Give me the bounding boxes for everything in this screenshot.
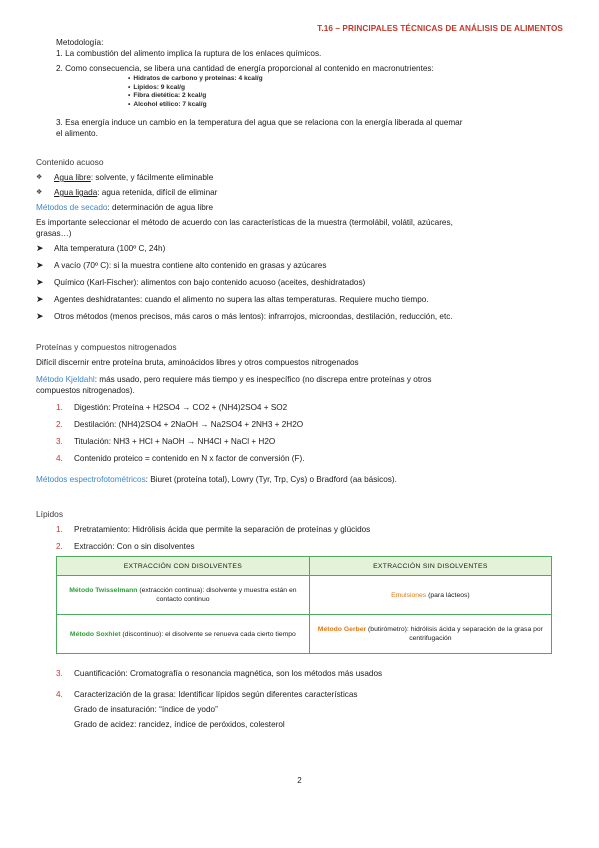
method-term: Emulsiones [391, 591, 427, 599]
step-number: 4. [56, 690, 63, 699]
acuoso-title: Contenido acuoso [36, 157, 104, 167]
acuoso-item [36, 187, 563, 198]
kjeldahl-term: Método Kjeldahl [36, 375, 95, 384]
energy-list [128, 75, 563, 109]
espectro-term: Métodos espectrofotométricos [36, 475, 146, 484]
step-number: 3. [56, 669, 63, 678]
caracterizacion-sub: Grado de insaturación: “índice de yodo” [74, 705, 218, 714]
step-number: 3. [56, 437, 63, 446]
table-header: EXTRACCIÓN SIN DISOLVENTES [309, 557, 551, 576]
table-cell [309, 615, 551, 654]
secado-desc: : determinación de agua libre [107, 203, 214, 212]
energy-item: • Hidratos de carbono y proteínas: 4 kcal/g [128, 75, 563, 84]
espectro-line [36, 474, 563, 485]
method-desc: (para lácteos) [426, 591, 470, 599]
metodologia-item-3-cont: el alimento. [56, 129, 98, 138]
step-number: 4. [56, 454, 63, 463]
metodologia-item-3: 3. Esa energía induce un cambio en la temperatura del agua que se relaciona con la energía liberada al quemar [56, 118, 463, 127]
step-number: 2. [56, 542, 63, 551]
diamond-bullet-icon: ❖ [36, 174, 43, 181]
energy-item: • Fibra dietética: 2 kcal/g [128, 92, 563, 101]
arrow-bullet-icon: ➤ [36, 294, 44, 304]
secado-method [36, 294, 563, 305]
page-header: T.16 – PRINCIPALES TÉCNICAS DE ANÁLISIS DE ALIMENTOS [317, 24, 563, 33]
kjeldahl-steps [36, 402, 563, 464]
method-desc: (extracción continua): disolvente y muestra están en contacto continuo [137, 587, 297, 603]
secado-term: Métodos de secado [36, 203, 108, 212]
metodologia-item-2: 2. Como consecuencia, se libera una cantidad de energía proporcional al contenido en macronutrientes: [56, 64, 434, 73]
step-text: Destilación: (NH4)2SO4 + 2NaOH → Na2SO4 + 2NH3 + 2H2O [74, 420, 304, 429]
kjeldahl-desc: : más usado, pero requiere más tiempo y es inespecífico (no discrepa entre proteínas y otros [94, 375, 432, 384]
table-cell [57, 615, 310, 654]
arrow-bullet-icon: ➤ [36, 243, 44, 253]
caracterizacion-sub: Grado de acidez: rancidez, índice de peróxidos, colesterol [74, 720, 285, 729]
method-desc: (discontinuo): el disolvente se renueva cada cierto tiempo [120, 630, 296, 638]
secado-method-text: Agentes deshidratantes: cuando el alimento no supera las altas temperaturas. Requiere mucho tiempo. [54, 295, 429, 304]
method-term: Método Twisselmann [69, 587, 138, 594]
lipidos-step [56, 668, 563, 679]
step-number: 2. [56, 420, 63, 429]
step-text: Caracterización de la grasa: Identificar lípidos según diferentes características [74, 690, 358, 699]
extraction-table [56, 556, 552, 654]
energy-item: • Lípidos: 9 kcal/g [128, 84, 563, 93]
secado-method-text: A vacío (70º C): si la muestra contiene alto contenido en grasas y azúcares [54, 261, 327, 270]
agua-libre-desc: : solvente, y fácilmente eliminable [90, 173, 214, 182]
method-term: Método Soxhlet [69, 630, 121, 638]
secado-method [36, 311, 563, 322]
secado-method [36, 243, 563, 254]
secado-intro: Es importante seleccionar el método de acuerdo con las características de la muestra (termolábil, volátil, azúcares, [36, 218, 453, 227]
lipidos-step [56, 524, 563, 535]
secado-method-text: Químico (Karl-Fischer): alimentos con bajo contenido acuoso (aceites, deshidratados) [54, 278, 366, 287]
diamond-bullet-icon: ❖ [36, 189, 43, 196]
espectro-desc: : Biuret (proteína total), Lowry (Tyr, Trp, Cys) o Bradford (aa básicos). [145, 475, 397, 484]
metodologia-title: Metodología: [56, 38, 104, 47]
lipidos-step [56, 689, 563, 700]
agua-ligada-term: Agua ligada [54, 188, 98, 197]
step-text: Digestión: Proteína + H2SO4 → CO2 + (NH4)2SO4 + SO2 [74, 403, 288, 412]
kjeldahl-desc-cont: compuestos nitrogenados). [36, 386, 135, 395]
energy-item: • Alcohol etílico: 7 kcal/g [128, 101, 563, 110]
step-text: Contenido proteico = contenido en N x factor de conversión (F). [74, 454, 305, 463]
table-cell [57, 576, 310, 615]
lipidos-steps [36, 524, 563, 552]
secado-method [36, 277, 563, 288]
step-text: Extracción: Con o sin disolventes [74, 542, 195, 551]
kjeldahl-step [56, 436, 563, 447]
kjeldahl-step [56, 402, 563, 413]
page-number: 2 [297, 776, 302, 785]
secado-method-text: Alta temperatura (100º C, 24h) [54, 244, 166, 253]
table-row [57, 615, 552, 654]
metodologia-section [36, 37, 563, 139]
secado-heading [36, 202, 563, 213]
lipidos-steps-after [36, 668, 563, 730]
kjeldahl-line [36, 374, 563, 385]
table-header: EXTRACCIÓN CON DISOLVENTES [57, 557, 310, 576]
method-term: Método Gerber [317, 626, 367, 633]
metodologia-item-1: 1. La combustión del alimento implica la ruptura de los enlaces químicos. [56, 49, 322, 58]
acuoso-item [36, 172, 563, 183]
arrow-bullet-icon: ➤ [36, 311, 44, 321]
agua-libre-term: Agua libre [54, 173, 91, 182]
secado-intro-cont: grasas…) [36, 229, 72, 238]
kjeldahl-step [56, 419, 563, 430]
method-desc: (butirómetro): hidrólisis ácida y separación de la grasa por centrifugación [366, 626, 543, 642]
arrow-bullet-icon: ➤ [36, 277, 44, 287]
arrow-bullet-icon: ➤ [36, 260, 44, 270]
table-row [57, 576, 552, 615]
lipidos-title: Lípidos [36, 509, 64, 519]
lipidos-step [56, 541, 563, 552]
proteinas-intro: Difícil discernir entre proteína bruta, aminoácidos libres y otros compuestos nitrogenados [36, 358, 359, 367]
page-content [36, 37, 563, 730]
step-text: Pretratamiento: Hidrólisis ácida que permite la separación de proteínas y glúcidos [74, 525, 371, 534]
secado-method-text: Otros métodos (menos precisos, más caros o más lentos): infrarrojos, microondas, destilación, reducción, etc. [54, 312, 453, 321]
secado-method [36, 260, 563, 271]
table-cell [309, 576, 551, 615]
step-text: Titulación: NH3 + HCl + NaOH → NH4Cl + NaCl + H2O [74, 437, 276, 446]
kjeldahl-step [56, 453, 563, 464]
step-number: 1. [56, 525, 63, 534]
proteinas-title: Proteínas y compuestos nitrogenados [36, 342, 177, 352]
agua-ligada-desc: : agua retenida, difícil de eliminar [97, 188, 218, 197]
step-number: 1. [56, 403, 63, 412]
step-text: Cuantificación: Cromatografía o resonancia magnética, son los métodos más usados [74, 669, 383, 678]
table-header-row [57, 557, 552, 576]
